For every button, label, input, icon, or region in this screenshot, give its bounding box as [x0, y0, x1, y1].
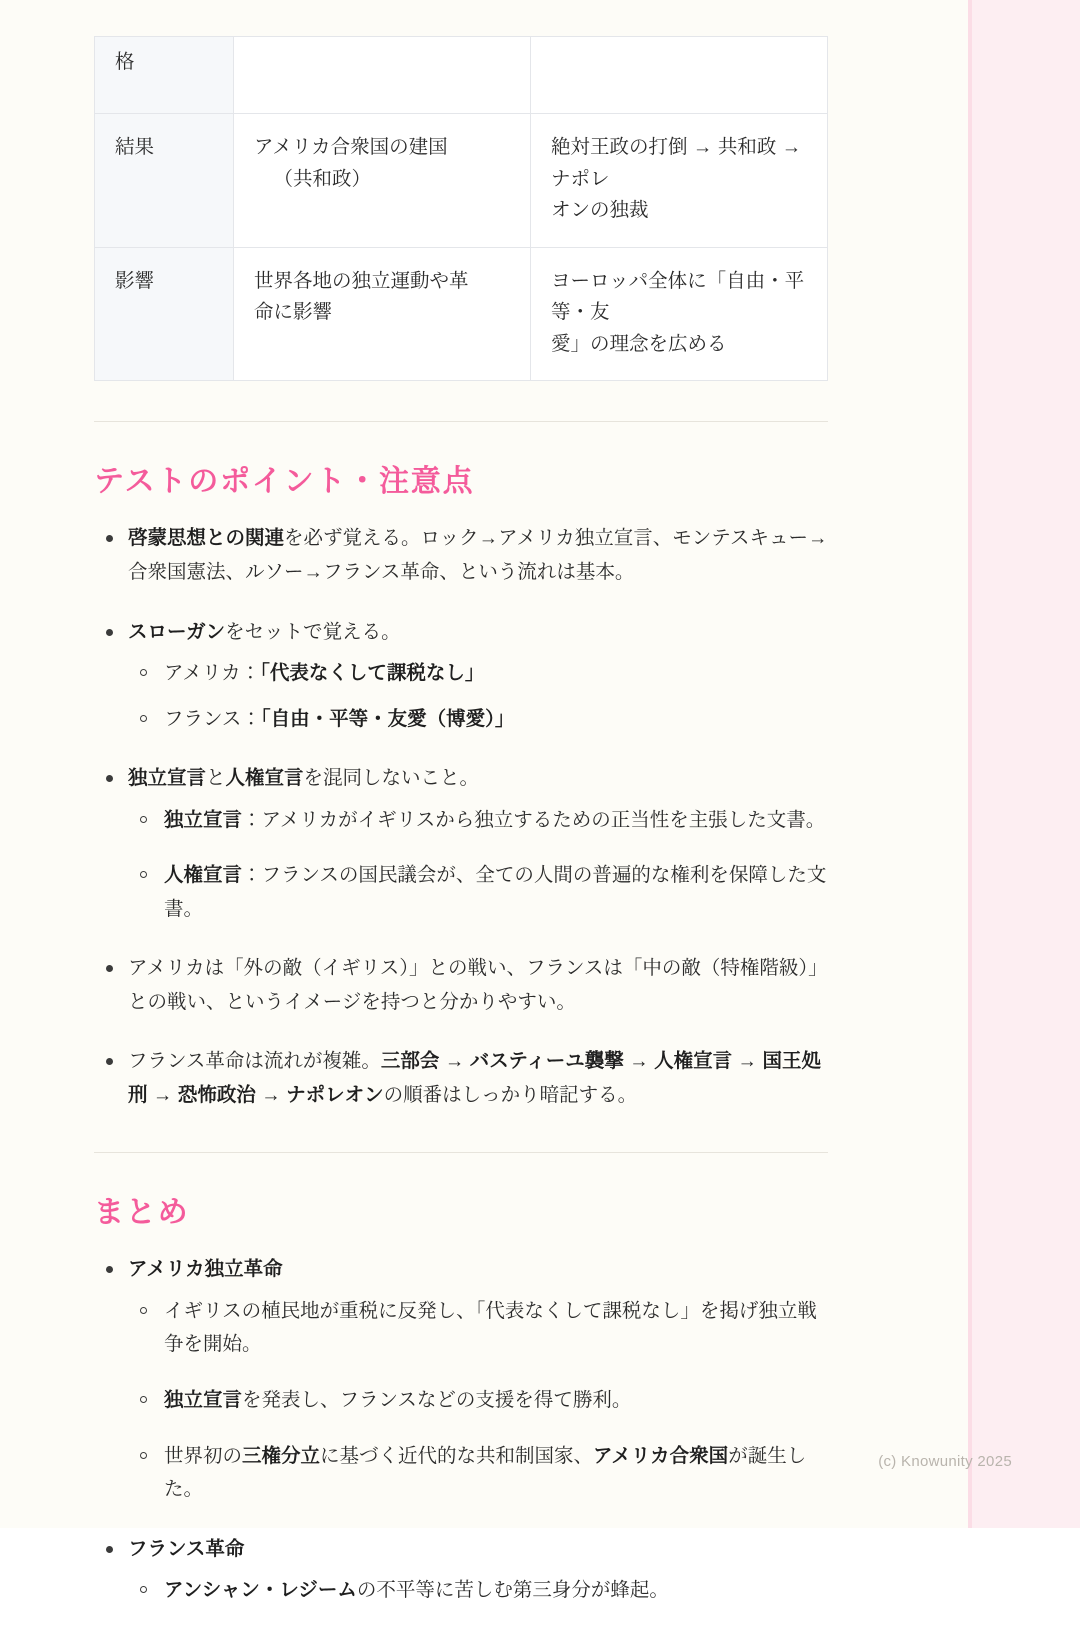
table-cell-america [234, 114, 531, 248]
list-item-text: 世界初の三権分立に基づく近代的な共和制国家、アメリカ合衆国が誕生した。 [164, 1444, 807, 1501]
table-cell-line: 愛」の理念を広める [551, 332, 727, 355]
page-right-decorative-strip [972, 0, 1080, 1528]
table-row [95, 114, 828, 248]
table-row-label: 格 [95, 37, 234, 114]
sub-list [128, 1574, 828, 1608]
sub-list [128, 657, 828, 736]
list-item-text: フランス：「自由・平等・友愛（博愛）」 [164, 707, 515, 730]
document-content [94, 0, 828, 1634]
list-item-text: 独立宣言を発表し、フランスなどの支援を得て勝利。 [164, 1388, 632, 1411]
list-item-text: アンシャン・レジームの不平等に苦しむ第三身分が蜂起。 [164, 1579, 669, 1602]
list-item-text: 独立宣言：アメリカがイギリスから独立するための正当性を主張した文書。 [164, 808, 826, 831]
test-points-list [94, 522, 828, 1112]
table-cell-line: 絶対王政の打倒 → 共和政 → ナポレ [551, 136, 802, 190]
table-row [95, 37, 828, 114]
section-heading-test-points: テストのポイント・注意点 [94, 465, 475, 499]
table-cell-america [234, 37, 531, 114]
table-cell-line: オンの独裁 [551, 199, 649, 222]
table-cell-line: 世界各地の独立運動や革 [254, 269, 469, 292]
list-item [128, 1384, 828, 1418]
sub-list [128, 1295, 828, 1507]
list-item-text: 独立宣言と人権宣言を混同しないこと。 [128, 767, 480, 790]
comparison-table [94, 36, 828, 381]
table-cell-france [531, 114, 828, 248]
copyright-watermark: (c) Knowunity 2025 [878, 1453, 1012, 1470]
list-item [128, 804, 828, 838]
list-item-text: 人権宣言：フランスの国民議会が、全ての人間の普遍的な権利を保障した文書。 [164, 864, 827, 920]
table-cell-line: アメリカ合衆国の建国 [254, 136, 448, 158]
table-cell-france [531, 37, 828, 114]
list-item-text: フランス革命は流れが複雑。三部会 → バスティーユ襲撃 → 人権宣言 → 国王処刑 → 恐怖政治 → ナポレオンの順番はしっかり暗記する。 [128, 1050, 821, 1106]
list-item-text: 啓蒙思想との関連を必ず覚える。ロック→アメリカ独立宣言、モンテスキュー→合衆国憲法、ルソー→フランス革命、という流れは基本。 [128, 527, 828, 583]
list-item [128, 859, 828, 926]
section-divider [94, 421, 828, 422]
list-item [94, 1253, 828, 1506]
list-item [94, 762, 828, 926]
sub-list [128, 804, 828, 927]
table-cell-america [234, 247, 531, 381]
list-item-text: スローガンをセットで覚える。 [128, 620, 401, 643]
table-cell-france [531, 247, 828, 381]
table-row [95, 247, 828, 381]
list-item [94, 1533, 828, 1608]
table-cell-line: ヨーロッパ全体に「自由・平等・友 [551, 269, 805, 324]
list-item [128, 657, 828, 691]
list-item-text: イギリスの植民地が重税に反発し、「代表なくして課税なし」を掲げ独立戦争を開始。 [164, 1299, 817, 1356]
list-item [128, 1574, 828, 1608]
list-item [94, 616, 828, 737]
table-cell-line: 命に影響 [254, 301, 333, 324]
list-item [128, 1295, 828, 1362]
list-item [94, 952, 828, 1019]
section-heading-summary: まとめ [94, 1196, 190, 1230]
list-item-text: アメリカは「外の敵（イギリス）」との戦い、フランスは「中の敵（特権階級）」との戦い、というイメージを持つと分かりやすい。 [128, 957, 828, 1013]
table-row-label: 影響 [95, 247, 234, 381]
list-item-text: フランス革命 [128, 1537, 245, 1560]
list-item-text: アメリカ：「代表なくして課税なし」 [164, 662, 485, 685]
list-item-text: アメリカ独立革命 [128, 1258, 283, 1281]
table-row-label: 結果 [95, 114, 234, 248]
list-item [128, 1440, 828, 1507]
summary-list [94, 1253, 828, 1607]
list-item [128, 703, 828, 737]
page-right-strip-edge [968, 0, 972, 1528]
list-item [94, 522, 828, 589]
section-divider [94, 1152, 828, 1153]
list-item [94, 1045, 828, 1112]
table-cell-line: （共和政） [273, 167, 372, 190]
